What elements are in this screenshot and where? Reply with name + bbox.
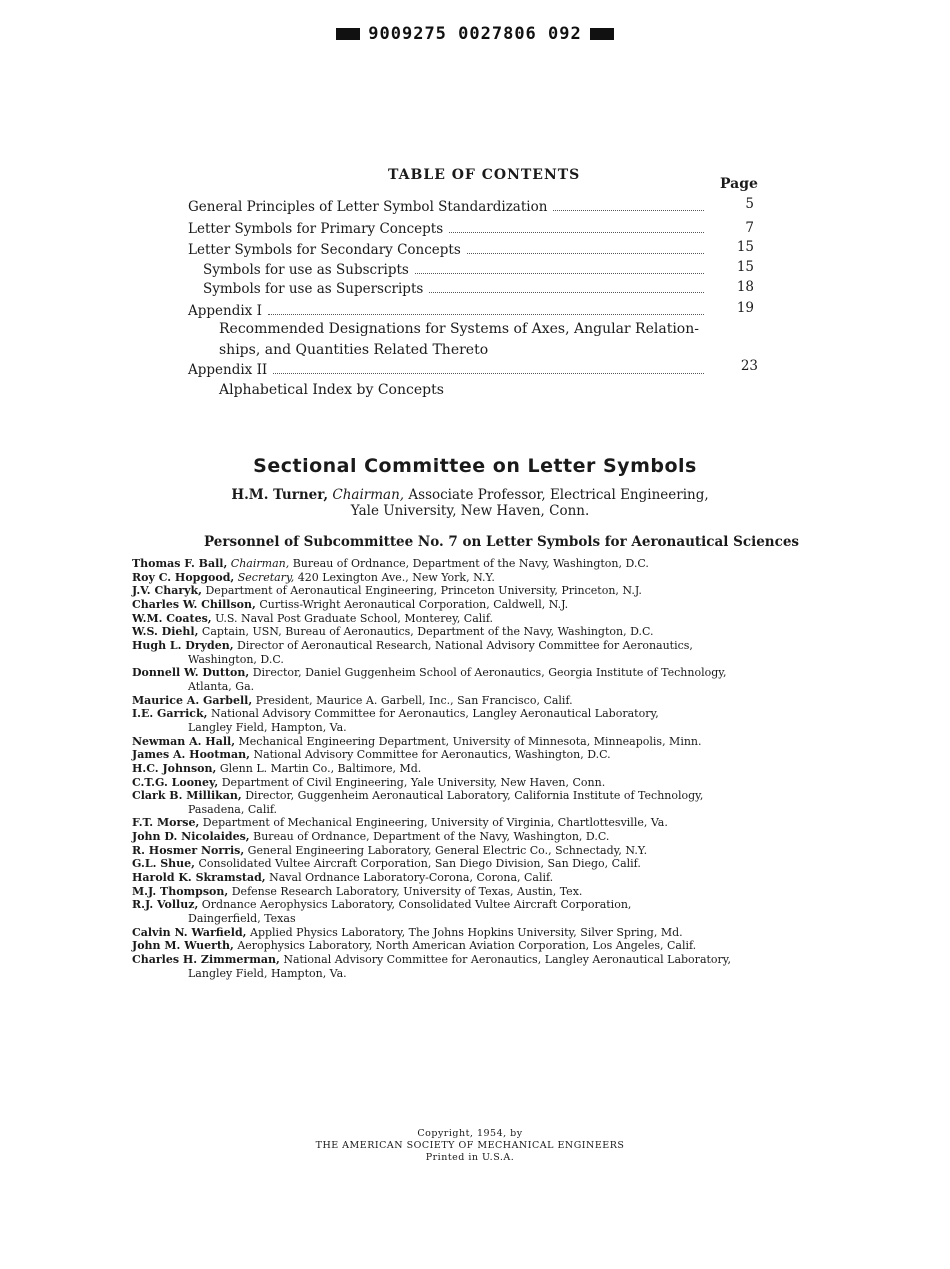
- member-name: I.E. Garrick,: [132, 707, 208, 721]
- member-name: Clark B. Millikan,: [132, 789, 242, 803]
- member-name: John D. Nicolaides,: [132, 830, 250, 844]
- member-entry: [132, 898, 812, 912]
- member-name: Roy C. Hopgood,: [132, 570, 235, 584]
- toc-entry-label: General Principles of Letter Symbol Standardization: [188, 199, 548, 215]
- member-name: W.S. Diehl,: [132, 625, 199, 639]
- member-name: C.T.G. Looney,: [132, 775, 219, 789]
- member-role: Secretary,: [237, 570, 295, 584]
- toc-entry[interactable]: [203, 281, 710, 297]
- member-name: Calvin N. Warfield,: [132, 925, 247, 939]
- member-entry: [132, 885, 812, 899]
- member-affiliation: Naval Ordnance Laboratory-Corona, Corona, Calif.: [269, 871, 554, 885]
- toc-leader-dots: [553, 210, 704, 211]
- member-affiliation: Department of Mechanical Engineering, University of Virginia, Chartlottesville, Va.: [202, 816, 668, 830]
- member-name: R.J. Volluz,: [132, 898, 199, 912]
- member-name: Thomas F. Ball,: [132, 557, 228, 570]
- member-affiliation-continued: Atlanta, Ga.: [188, 679, 255, 693]
- member-affiliation: National Advisory Committee for Aeronautics, Washington, D.C.: [253, 748, 611, 762]
- toc-entry-label: Appendix I: [188, 303, 262, 319]
- member-affiliation-continued: Langley Field, Hampton, Va.: [188, 720, 347, 734]
- member-affiliation: Director, Guggenheim Aeronautical Laboratory, California Institute of Technology,: [245, 789, 704, 803]
- member-name: Newman A. Hall,: [132, 734, 236, 748]
- member-entry: [132, 953, 812, 967]
- member-name: J.V. Charyk,: [132, 584, 202, 598]
- member-name: R. Hosmer Norris,: [132, 843, 245, 857]
- document-code-text: 9009275 0027806 092: [368, 24, 582, 44]
- member-entry: [132, 571, 812, 585]
- toc-entry-page: 18: [736, 279, 754, 295]
- member-affiliation-continued: Daingerfield, Texas: [188, 912, 296, 926]
- member-entry: [132, 598, 812, 612]
- toc-entry[interactable]: [188, 362, 710, 378]
- toc-entry[interactable]: [188, 199, 710, 215]
- member-name: G.L. Shue,: [132, 857, 195, 871]
- toc-leader-dots: [415, 273, 704, 274]
- chairman-affiliation: Associate Professor, Electrical Engineering,: [408, 487, 709, 503]
- committee-chairman: [0, 487, 940, 519]
- member-affiliation: Aerophysics Laboratory, North American Aviation Corporation, Los Angeles, Calif.: [237, 939, 697, 953]
- member-affiliation: Director of Aeronautical Research, National Advisory Committee for Aeronautics,: [237, 638, 693, 652]
- personnel-list: [132, 557, 812, 980]
- member-affiliation: 420 Lexington Ave., New York, N.Y.: [297, 570, 495, 584]
- member-affiliation: Bureau of Ordnance, Department of the Navy, Washington, D.C.: [253, 830, 610, 844]
- chairman-role: Chairman,: [332, 487, 405, 503]
- toc-leader-dots: [268, 314, 704, 315]
- member-affiliation: National Advisory Committee for Aeronautics, Langley Aeronautical Laboratory,: [210, 707, 659, 721]
- toc-entry-label: Appendix II: [188, 362, 268, 378]
- member-affiliation-continued: Pasadena, Calif.: [188, 802, 278, 816]
- member-entry: [132, 776, 812, 790]
- member-name: Hugh L. Dryden,: [132, 638, 234, 652]
- toc-leader-dots: [449, 232, 704, 233]
- member-affiliation: President, Maurice A. Garbell, Inc., San Francisco, Calif.: [255, 693, 573, 707]
- appendix-i-description-line: Recommended Designations for Systems of Axes, Angular Relation-: [219, 321, 699, 337]
- member-entry: [132, 816, 812, 830]
- member-affiliation: General Engineering Laboratory, General Electric Co., Schnectady, N.Y.: [247, 843, 648, 857]
- member-affiliation: Department of Aeronautical Engineering, Princeton University, Princeton, N.J.: [205, 584, 642, 598]
- member-name: W.M. Coates,: [132, 611, 212, 625]
- toc-entry-label: Letter Symbols for Primary Concepts: [188, 221, 444, 237]
- member-name: James A. Hootman,: [132, 748, 250, 762]
- toc-entry[interactable]: [188, 303, 710, 319]
- left-black-bar: [336, 28, 360, 40]
- member-affiliation: Consolidated Vultee Aircraft Corporation, San Diego Division, San Diego, Calif.: [198, 857, 641, 871]
- toc-entry-label: Symbols for use as Subscripts: [203, 262, 409, 278]
- toc-entry-page: 5: [745, 196, 754, 212]
- member-affiliation: U.S. Naval Post Graduate School, Monterey, Calif.: [215, 611, 493, 625]
- appendix-i-description-line: ships, and Quantities Related Thereto: [219, 342, 489, 358]
- member-entry: [132, 557, 812, 571]
- member-affiliation: Mechanical Engineering Department, University of Minnesota, Minneapolis, Minn.: [238, 734, 702, 748]
- publisher-line: THE AMERICAN SOCIETY OF MECHANICAL ENGINEERS: [315, 1140, 625, 1151]
- member-role: Chairman,: [230, 557, 290, 570]
- member-name: Donnell W. Dutton,: [132, 666, 250, 680]
- member-affiliation: Glenn L. Martin Co., Baltimore, Md.: [219, 761, 422, 775]
- member-entry: [132, 857, 812, 871]
- toc-page-header: Page: [720, 176, 758, 192]
- member-name: M.J. Thompson,: [132, 884, 229, 898]
- member-entry: [132, 926, 812, 940]
- member-entry: [132, 639, 812, 653]
- member-affiliation-continued: Langley Field, Hampton, Va.: [188, 966, 347, 980]
- member-affiliation: Curtiss-Wright Aeronautical Corporation, Caldwell, N.J.: [259, 597, 569, 611]
- toc-entry-page: 15: [736, 239, 754, 255]
- member-entry: [132, 666, 812, 680]
- member-entry: [132, 612, 812, 626]
- subcommittee-title: Personnel of Subcommittee No. 7 on Letter Symbols for Aeronautical Sciences: [204, 534, 800, 550]
- appendix-ii-description: Alphabetical Index by Concepts: [219, 382, 444, 398]
- member-name: Charles H. Zimmerman,: [132, 953, 280, 967]
- member-entry: [132, 830, 812, 844]
- toc-entry[interactable]: [188, 221, 710, 237]
- copyright-line: Copyright, 1954, by: [417, 1128, 523, 1139]
- toc-entry-page: 7: [745, 220, 754, 236]
- toc-entry-page: 19: [736, 300, 754, 316]
- chairman-name: H.M. Turner,: [231, 487, 329, 503]
- member-entry: [132, 584, 812, 598]
- member-name: Harold K. Skramstad,: [132, 871, 266, 885]
- member-entry: [132, 871, 812, 885]
- toc-entry-page: 23: [740, 358, 758, 374]
- printed-line: Printed in U.S.A.: [425, 1152, 515, 1163]
- toc-entry-page: 15: [736, 259, 754, 275]
- member-entry: [132, 707, 812, 721]
- member-affiliation: Applied Physics Laboratory, The Johns Hopkins University, Silver Spring, Md.: [250, 925, 683, 939]
- member-affiliation-continued: Washington, D.C.: [188, 652, 284, 666]
- member-affiliation: Captain, USN, Bureau of Aeronautics, Department of the Navy, Washington, D.C.: [201, 625, 654, 639]
- member-entry: [132, 844, 812, 858]
- member-name: H.C. Johnson,: [132, 761, 217, 775]
- member-name: John M. Wuerth,: [132, 939, 234, 953]
- member-name: Maurice A. Garbell,: [132, 693, 253, 707]
- right-black-bar: [590, 28, 614, 40]
- toc-leader-dots: [273, 373, 704, 374]
- member-entry: [132, 748, 812, 762]
- member-affiliation: Bureau of Ordnance, Department of the Navy, Washington, D.C.: [292, 557, 649, 570]
- copyright-block: [0, 1128, 940, 1164]
- member-affiliation: Department of Civil Engineering, Yale University, New Haven, Conn.: [221, 775, 606, 789]
- toc-entry-label: Symbols for use as Superscripts: [203, 281, 424, 297]
- toc-leader-dots: [429, 292, 704, 293]
- member-entry: [132, 762, 812, 776]
- document-code: [0, 24, 950, 44]
- member-affiliation: Ordnance Aerophysics Laboratory, Consolidated Vultee Aircraft Corporation,: [201, 898, 632, 912]
- toc-entry[interactable]: [203, 262, 710, 278]
- member-affiliation: Defense Research Laboratory, University of Texas, Austin, Tex.: [231, 884, 583, 898]
- member-entry: [132, 789, 812, 803]
- toc-entry-label: Letter Symbols for Secondary Concepts: [188, 242, 461, 258]
- appendix-i-description: [219, 319, 699, 361]
- member-entry: [132, 939, 812, 953]
- toc-leader-dots: [467, 253, 704, 254]
- member-affiliation: Director, Daniel Guggenheim School of Aeronautics, Georgia Institute of Technology,: [252, 666, 727, 680]
- member-entry: [132, 694, 812, 708]
- member-entry: [132, 735, 812, 749]
- toc-title: TABLE OF CONTENTS: [388, 167, 581, 183]
- committee-title: Sectional Committee on Letter Symbols: [253, 455, 697, 477]
- chairman-affiliation-line2: Yale University, New Haven, Conn.: [350, 503, 590, 519]
- member-name: Charles W. Chillson,: [132, 597, 256, 611]
- toc-entry[interactable]: [188, 242, 710, 258]
- member-name: F.T. Morse,: [132, 816, 200, 830]
- member-entry: [132, 625, 812, 639]
- member-affiliation: National Advisory Committee for Aeronautics, Langley Aeronautical Laboratory,: [283, 953, 732, 967]
